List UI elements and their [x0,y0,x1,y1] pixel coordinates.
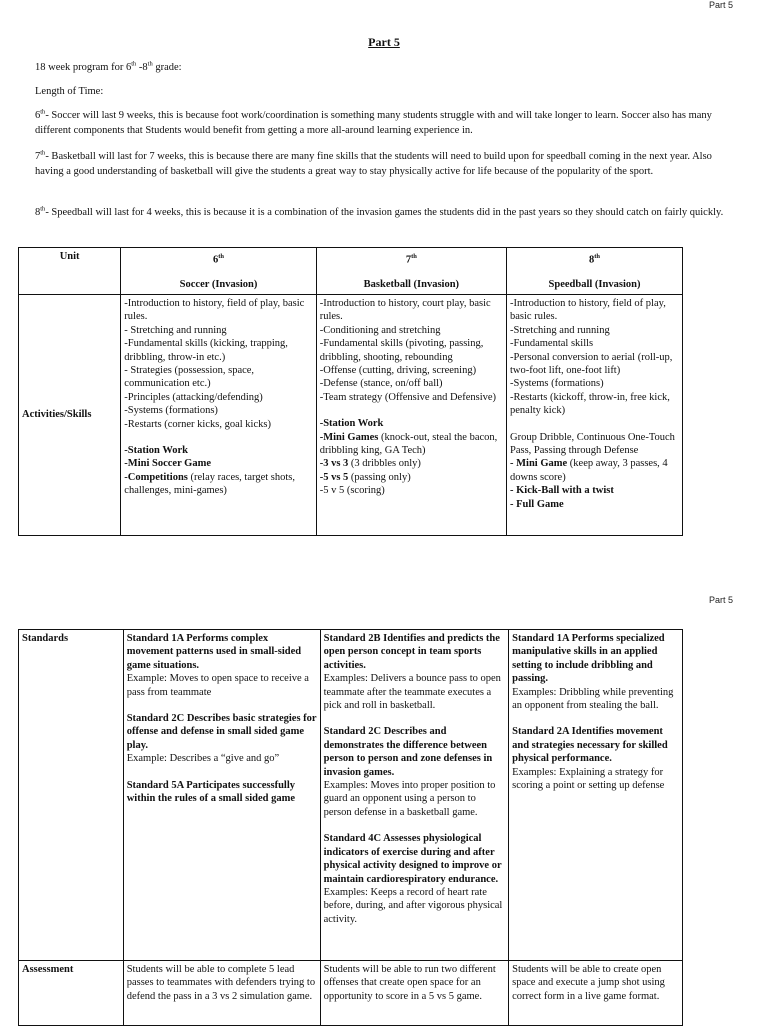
units-header-row [19,248,683,295]
grade6-paragraph: 6th- Soccer will last 9 weeks, this is because foot work/coordination is something many students struggle with and will take longer to learn. Soccer also has many different components that Students would benefit from getting a more all-around learning experience in. [35,108,712,136]
program-line: 18 week program for 6th -8th grade: [35,60,182,73]
basketball-standards: Standard 2B Identifies and predicts the open person concept in team sports activities. Examples: Delivers a bounce pass to open teammate after the teammate executes a pick and roll in basketball. Standard 2C Describes and demonstrates the difference between person to person and zone defenses in invasion games. Examples: Moves into proper position to guard an opponent using a person to person defense in a basketball game. Standard 4C Assesses physiological indicators of exercise during and after physical activity designed to improve or maintain cardiorespiratory endurance. Examples: Keeps a record of heart rate before, during, and after vigorous physical activity. [320,630,509,961]
unit-header: Unit [19,248,121,295]
grade7-header: 7th Basketball (Invasion) [316,248,506,295]
standards-table [18,629,683,1026]
activities-row [19,295,683,536]
page-header-second: Part 5 [708,595,733,605]
grade8-paragraph: 8th- Speedball will last for 4 weeks, this is because it is a combination of the invasion games the students did in the past years so they should catch on fairly quickly. [35,205,724,218]
soccer-standards: Standard 1A Performs complex movement patterns used in small-sided game situations. Example: Moves to open space to receive a pass from teammate Standard 2C Describes basic strategies for offense and defense in small sided game play. Example: Describes a “give and go” Standard 5A Participates successfully within the rules of a small sided game [123,630,320,961]
activities-label: Activities/Skills [19,295,121,536]
page-header: Part 5 [708,0,733,10]
page-title: Part 5 [368,35,400,49]
assessment-label: Assessment [19,961,124,1026]
speedball-assessment: Students will be able to create open space and execute a jump shot using correct form in a live game format. [509,961,683,1026]
basketball-activities: -Introduction to history, court play, basic rules. -Conditioning and stretching -Fundamental skills (pivoting, passing, dribbling, shooting, rebounding -Offense (cutting, driving, screening) -Defense (stance, on/off ball) -Team strategy (Offensive and Defensive) -Station Work -Mini Games (knock-out, steal the bacon, dribbling king, GA Tech) -3 vs 3 (3 dribbles only) -5 vs 5 (passing only) -5 v 5 (scoring) [316,295,506,536]
speedball-standards: Standard 1A Performs specialized manipulative skills in an applied setting to include dribbling and passing. Examples: Dribbling while preventing an opponent from stealing the ball. Standard 2A Identifies movement and strategies necessary for skilled physical performance. Examples: Explaining a strategy for scoring a point or setting up defense [509,630,683,961]
assessment-row [19,961,683,1026]
units-table [18,247,683,536]
soccer-assessment: Students will be able to complete 5 lead passes to teammates with defenders trying to defend the pass in a 3 vs 2 simulation game. [123,961,320,1026]
standards-row [19,630,683,961]
basketball-assessment: Students will be able to run two different offenses that create open space for an opportunity to score in a 5 vs 5 game. [320,961,509,1026]
soccer-activities: -Introduction to history, field of play, basic rules. - Stretching and running -Fundamental skills (kicking, trapping, dribbling, throw-in etc.) - Strategies (possession, space, communication etc.) -Principles (attacking/defending) -Systems (formations) -Restarts (corner kicks, goal kicks) -Station Work -Mini Soccer Game -Competitions (relay races, target shots, challenges, mini-games) [121,295,316,536]
length-label: Length of Time: [35,86,104,97]
standards-label: Standards [19,630,124,961]
speedball-activities: -Introduction to history, field of play, basic rules. -Stretching and running -Fundamental skills -Personal conversion to aerial (roll-up, two-foot lift, one-foot lift) -Systems (formations) -Restarts (kickoff, throw-in, free kick, penalty kick) Group Dribble, Continuous One-Touch Pass, Passing through Defense - Mini Game (keep away, 3 passes, 4 downs score) - Kick-Ball with a twist - Full Game [507,295,683,536]
grade7-paragraph: 7th- Basketball will last for 7 weeks, this is because there are many fine skills that the students will need to build upon for speedball coming in the next year. Also having a good understanding of basketball will give the students a great way to stay physically active for life because of the popularity of the sport. [35,149,712,177]
grade6-header: 6th Soccer (Invasion) [121,248,316,295]
grade8-header: 8th Speedball (Invasion) [507,248,683,295]
